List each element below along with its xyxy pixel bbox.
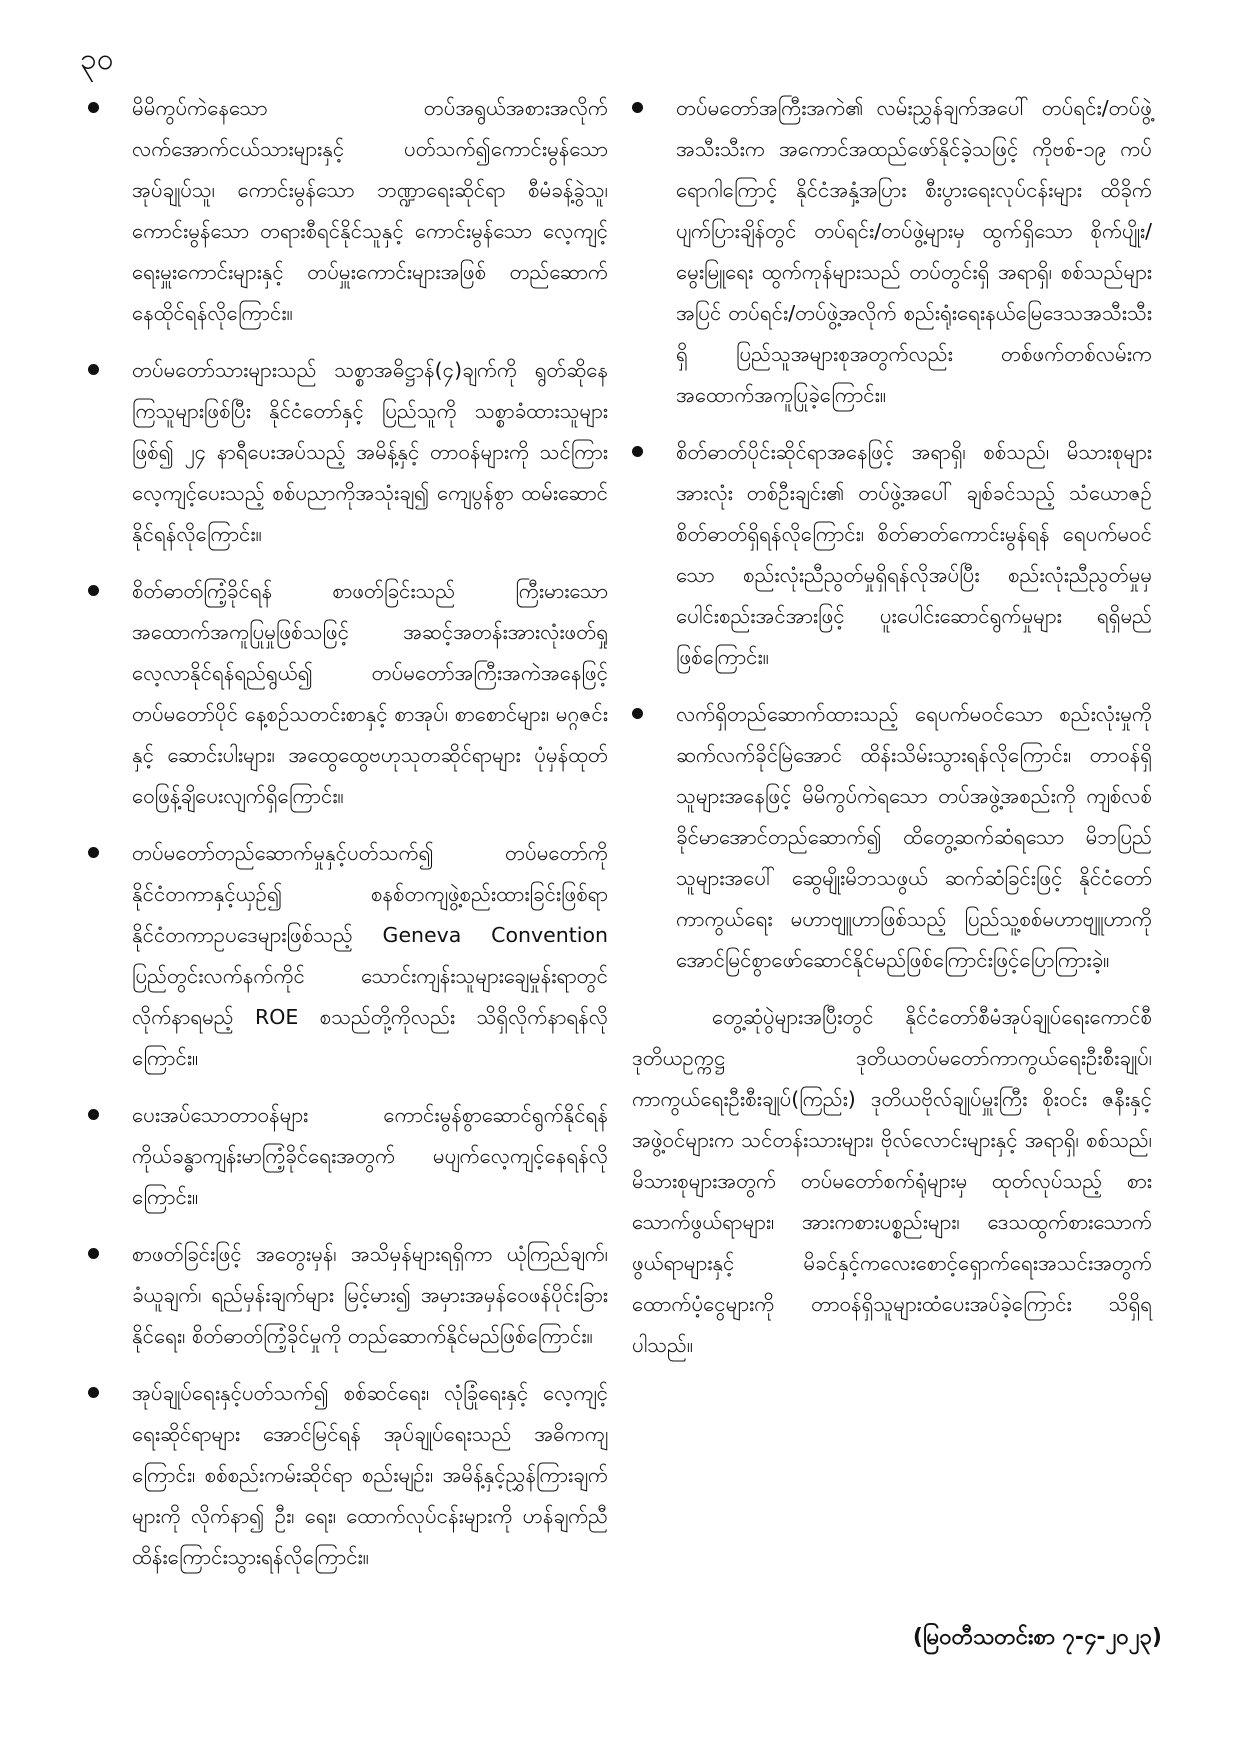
bullet-icon [88,847,99,858]
bullet-icon [88,102,99,113]
bullet-text: ပေးအပ်သောတာဝန်များ ကောင်းမွန်စွာဆောင်ရွက်နိုင်ရန် ကိုယ်ခန္ဓာကျန်းမာကြံ့ခိုင်ရေးအတွက် မပျက်လေ့ကျင့်နေရန်လိုကြောင်း။ [132,1103,608,1209]
bullet-icon [88,364,99,375]
bullet-item [632,694,1152,981]
bullet-item [88,350,608,555]
bullet-icon [632,446,643,457]
bullet-icon [88,1387,99,1398]
bullet-icon [632,102,643,113]
bullet-text: စိတ်ဓာတ်ပိုင်းဆိုင်ရာအနေဖြင့် အရာရှိ၊ စစ်သည်၊ မိသားစုများအားလုံး တစ်ဦးချင်း၏ တပ်ဖွဲ့အပေါ် ချစ်ခင်သည့် သံယောဇဉ်စိတ်ဓာတ်ရှိရန်လိုကြောင်း၊ စိတ်ဓာတ်ကောင်းမွန်ရန် ရေပက်မဝင်သော စည်းလုံးညီညွတ်မှုရှိရန်လိုအပ်ပြီး စည်းလုံးညီညွတ်မှုမှ ပေါင်းစည်းအင်အားဖြင့် ပူးပေါင်းဆောင်ရွက်မှုများ ရရှိမည်ဖြစ်ကြောင်း။ [676,440,1152,669]
bullet-icon [88,585,99,596]
bullet-item [88,1373,608,1578]
page-number: ၃၀ [80,42,114,77]
bullet-item [632,432,1152,678]
bullet-text: အုပ်ချုပ်ရေးနှင့်ပတ်သက်၍ စစ်ဆင်ရေး၊ လုံခြုံရေးနှင့် လေ့ကျင့်ရေးဆိုင်ရာများ အောင်မြင်ရန် အုပ်ချုပ်ရေးသည် အဓိကကျကြောင်း၊ စစ်စည်းကမ်းဆိုင်ရာ စည်းမျဉ်း၊ အမိန့်နှင့်ညွှန်ကြားချက်များကို လိုက်နာ၍ ဦး၊ ရေး၊ ထောက်လုပ်ငန်းများကို ဟန်ချက်ညီ ထိန်းကြောင်းသွားရန်လိုကြောင်း။ [132,1381,608,1569]
right-column [632,88,1152,1366]
bullet-text: တပ်မတော်အကြီးအကဲ၏ လမ်းညွှန်ချက်အပေါ် တပ်ရင်း/တပ်ဖွဲ့အသီးသီးက အကောင်အထည်ဖော်နိုင်ခဲ့သဖြင့် ကိုဗစ်-၁၉ ကပ်ရောဂါကြောင့် နိုင်ငံအနှံ့အပြား စီးပွားရေးလုပ်ငန်းများ ထိခိုက်ပျက်ပြားချိန်တွင် တပ်ရင်း/တပ်ဖွဲ့များမှ ထွက်ရှိသော စိုက်ပျိုး/မွေးမြူရေး ထွက်ကုန်များသည် တပ်တွင်းရှိ အရာရှိ၊ စစ်သည်များအပြင် တပ်ရင်း/တပ်ဖွဲ့အလိုက် စည်းရုံးရေးနယ်မြေဒေသအသီးသီးရှိ ပြည်သူအများစုအတွက်လည်း တစ်ဖက်တစ်လမ်းက အထောက်အကူပြုခဲ့ကြောင်း။ [676,96,1152,407]
bullet-item [88,571,608,817]
bullet-text: စိတ်ဓာတ်ကြံ့ခိုင်ရန် စာဖတ်ခြင်းသည် ကြီးမားသော အထောက်အကူပြုမှုဖြစ်သဖြင့် အဆင့်အတန်းအားလုံးဖတ်ရှုလေ့လာနိုင်ရန်ရည်ရွယ်၍ တပ်မတော်အကြီးအကဲအနေဖြင့် တပ်မတော်ပိုင် နေ့စဉ်သတင်းစာနှင့် စာအုပ်၊ စာစောင်များ၊ မဂ္ဂဇင်းနှင့် ဆောင်းပါးများ၊ အထွေထွေဗဟုသုတဆိုင်ရာများ ပုံမှန်ထုတ်ဝေဖြန့်ချိပေးလျက်ရှိကြောင်း။ [132,579,608,808]
bullet-text: စာဖတ်ခြင်းဖြင့် အတွေးမှန်၊ အသိမှန်များရရှိကာ ယုံကြည်ချက်၊ ခံယူချက်၊ ရည်မှန်းချက်များ မြင့်မား၍ အမှားအမှန်ဝေဖန်ပိုင်းခြားနိုင်ရေး၊ စိတ်ဓာတ်ကြံ့ခိုင်မှုကို တည်ဆောက်နိုင်မည်ဖြစ်ကြောင်း။ [132,1242,608,1348]
bullet-icon [88,1109,99,1120]
bullet-text: တပ်မတော်သားများသည် သစ္စာအဓိဋ္ဌာန်(၄)ချက်ကို ရွတ်ဆိုနေကြသူများဖြစ်ပြီး နိုင်ငံတော်နှင့် ပြည်သူကို သစ္စာခံထားသူများဖြစ်၍ ၂၄ နာရီပေးအပ်သည့် အမိန့်နှင့် တာဝန်များကို သင်ကြားလေ့ကျင့်ပေးသည့် စစ်ပညာကိုအသုံးချ၍ ကျေပွန်စွာ ထမ်းဆောင်နိုင်ရန်လိုကြောင်း။ [132,358,608,546]
bullet-item [88,1234,608,1357]
bullet-text: မိမိကွပ်ကဲနေသော တပ်အရွယ်အစားအလိုက် လက်အောက်ငယ်သားများနှင့် ပတ်သက်၍ကောင်းမွန်သော အုပ်ချုပ်သူ၊ ကောင်းမွန်သော ဘဏ္ဍာရေးဆိုင်ရာ စီမံခန့်ခွဲသူ၊ ကောင်းမွန်သော တရားစီရင်နိုင်သူနှင့် ကောင်းမွန်သော လေ့ကျင့်ရေးမှူးကောင်းများနှင့် တပ်မှူးကောင်းများအဖြစ် တည်ဆောက်နေထိုင်ရန်လိုကြောင်း။ [132,96,608,325]
source-credit: (မြဝတီသတင်းစာ ၇-၄-၂၀၂၃) [912,1625,1162,1650]
bullet-text: လက်ရှိတည်ဆောက်ထားသည့် ရေပက်မဝင်သော စည်းလုံးမှုကို ဆက်လက်ခိုင်မြဲအောင် ထိန်းသိမ်းသွားရန်လိုကြောင်း၊ တာဝန်ရှိသူများအနေဖြင့် မိမိကွပ်ကဲရသော တပ်အဖွဲ့အစည်းကို ကျစ်လစ်ခိုင်မာအောင်တည်ဆောက်၍ ထိတွေ့ဆက်ဆံရသော မိဘပြည်သူများအပေါ် ဆွေမျိုးမိဘသဖွယ် ဆက်ဆံခြင်းဖြင့် နိုင်ငံတော်ကာကွယ်ရေး မဟာဗျူဟာဖြစ်သည့် ပြည်သူ့စစ်မဟာဗျူဟာကို အောင်မြင်စွာဖော်ဆောင်နိုင်မည်ဖြစ်ကြောင်းဖြင့်ပြောကြားခဲ့။ [676,702,1152,972]
left-column [88,88,608,1594]
bullet-item [88,88,608,334]
bullet-text: တပ်မတော်တည်ဆောက်မှုနှင့်ပတ်သက်၍ တပ်မတော်ကို နိုင်ငံတကာနှင့်ယှဉ်၍ စနစ်တကျဖွဲ့စည်းထားခြင်းဖြစ်ရာ နိုင်ငံတကာဥပဒေများဖြစ်သည့် Geneva Convention ပြည်တွင်းလက်နက်ကိုင် သောင်းကျန်းသူများချေမှုန်းရာတွင် လိုက်နာရမည့် ROE စသည်တို့ကိုလည်း သိရှိလိုက်နာရန်လိုကြောင်း။ [132,841,608,1070]
right-bullet-list [632,88,1152,981]
bullet-item [632,88,1152,416]
bullet-item [88,1095,608,1218]
bullet-icon [88,1248,99,1259]
left-bullet-list [88,88,608,1578]
bullet-icon [632,708,643,719]
closing-paragraph: တွေ့ဆုံပွဲများအပြီးတွင် နိုင်ငံတော်စီမံအုပ်ချုပ်ရေးကောင်စီဒုတိယဥက္ကဋ္ဌ ဒုတိယတပ်မတော်ကာကွယ်ရေးဦးစီးချုပ်၊ ကာကွယ်ရေးဦးစီးချုပ်(ကြည်း) ဒုတိယဗိုလ်ချုပ်မှူးကြီး စိုးဝင်း ဇနီးနှင့်အဖွဲ့ဝင်များက သင်တန်းသားများ၊ ဗိုလ်လောင်းများနှင့် အရာရှိ၊ စစ်သည်၊ မိသားစုများအတွက် တပ်မတော်စက်ရုံများမှ ထုတ်လုပ်သည့် စားသောက်ဖွယ်ရာများ၊ အားကစားပစ္စည်းများ၊ ဒေသထွက်စားသောက်ဖွယ်ရာများနှင့် မိခင်နှင့်ကလေးစောင့်ရှောက်ရေးအသင်းအတွက် ထောက်ပံ့ငွေများကို တာဝန်ရှိသူများထံပေးအပ်ခဲ့ကြောင်း သိရှိရပါသည်။ [632,1005,1152,1357]
bullet-item [88,833,608,1079]
